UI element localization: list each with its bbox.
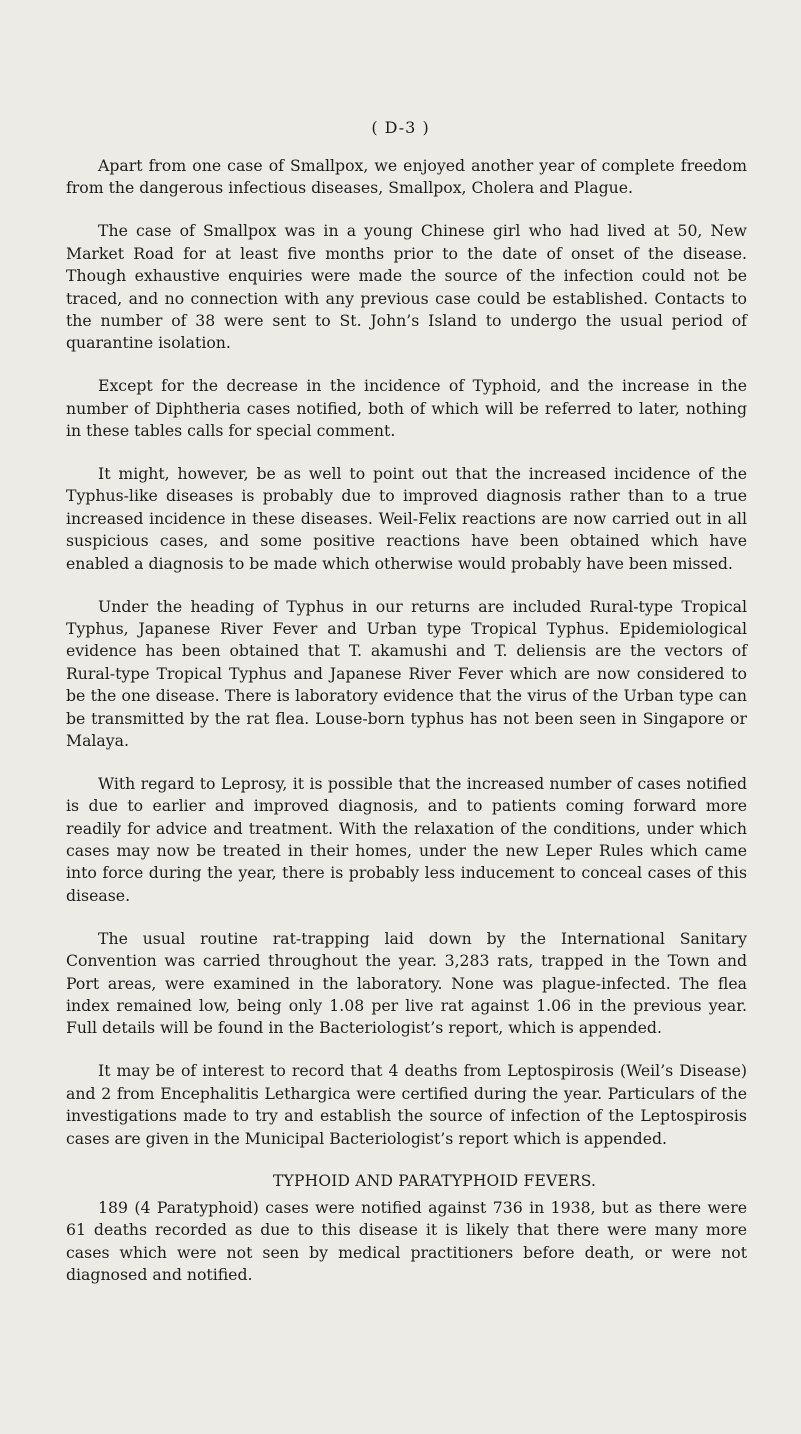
- page-number: ( D-3 ): [371, 118, 430, 137]
- paragraph-typhus-diagnosis: It might, however, be as well to point out that the increased incidence of the Typhus-like diseases is probably due to improved diagnosis rather than to a true increased incidence in these diseases. Weil-Felix reactions are now carried out in all suspicious cases, and some positive reactions have been obtained which have enabled a diagnosis to be made which otherwise would probably have been missed.: [66, 463, 747, 573]
- paragraph-typhoid-cases: 189 (4 Paratyphoid) cases were notified against 736 in 1938, but as there were 61 deaths recorded as due to this disease it is likely that there were many more cases which were not seen by medical practitioners before death, or were not diagnosed and notified.: [66, 1197, 747, 1285]
- paragraph-leprosy: With regard to Leprosy, it is possible that the increased number of cases notified is due to earlier and improved diagnosis, and to patients coming forward more readily for advice and treatment. With the relaxation of the conditions, under which cases may now be treated in their homes, under the new Leper Rules which came into force during the year, there is probably less inducement to conceal cases of this disease.: [66, 773, 747, 905]
- paragraph-rat-trapping: The usual routine rat-trapping laid down by the International Sanitary Convention was carried throughout the year. 3,283 rats, trapped in the Town and Port areas, were examined in the laboratory. None was plague-infected. The flea index remained low, being only 1.08 per live rat against 1.06 in the previous year. Full details will be found in the Bacteriologist’s report, which is appended.: [66, 928, 747, 1038]
- paragraph-leptospirosis: It may be of interest to record that 4 deaths from Leptospirosis (Weil’s Disease) and 2 from Encephalitis Lethargica were certified during the year. Particulars of the investigations made to try and establish the source of infection of the Leptospirosis cases are given in the Municipal Bacteriologist’s report which is appended.: [66, 1061, 747, 1148]
- paragraph-smallpox-case: The case of Smallpox was in a young Chinese girl who had lived at 50, New Market Road for at least five months prior to the date of onset of the disease. Though exhaustive enquiries were made the source of the infection could not be traced, and no connection with any previous case could be established. Contacts to the number of 38 were sent to St. John’s Island to undergo the usual period of quarantine isolation.: [66, 221, 747, 353]
- paragraph-smallpox-freedom: Apart from one case of Smallpox, we enjoyed another year of complete freedom from the dangerous infectious diseases, Smallpox, Cholera and Plague.: [66, 156, 747, 198]
- paragraph-tables-comment: Except for the decrease in the incidence of Typhoid, and the increase in the number of Diphtheria cases notified, both of which will be referred to later, nothing in these tables calls for special comment.: [66, 376, 747, 441]
- paragraph-typhus-types: Under the heading of Typhus in our returns are included Rural-type Tropical Typhus, Japanese River Fever and Urban type Tropical Typhus. Epidemiological evidence has been obtained that T. akamushi and T. deliensis are the vectors of Rural-type Tropical Typhus and Japanese River Fever which are now considered to be the one disease. There is laboratory evidence that the virus of the Urban type can be transmitted by the rat flea. Louse-born typhus has not been seen in Singapore or Malaya.: [66, 596, 747, 750]
- section-heading-typhoid: TYPHOID AND PARATYPHOID FEVERS.: [273, 1172, 597, 1191]
- document-body: [66, 155, 747, 1286]
